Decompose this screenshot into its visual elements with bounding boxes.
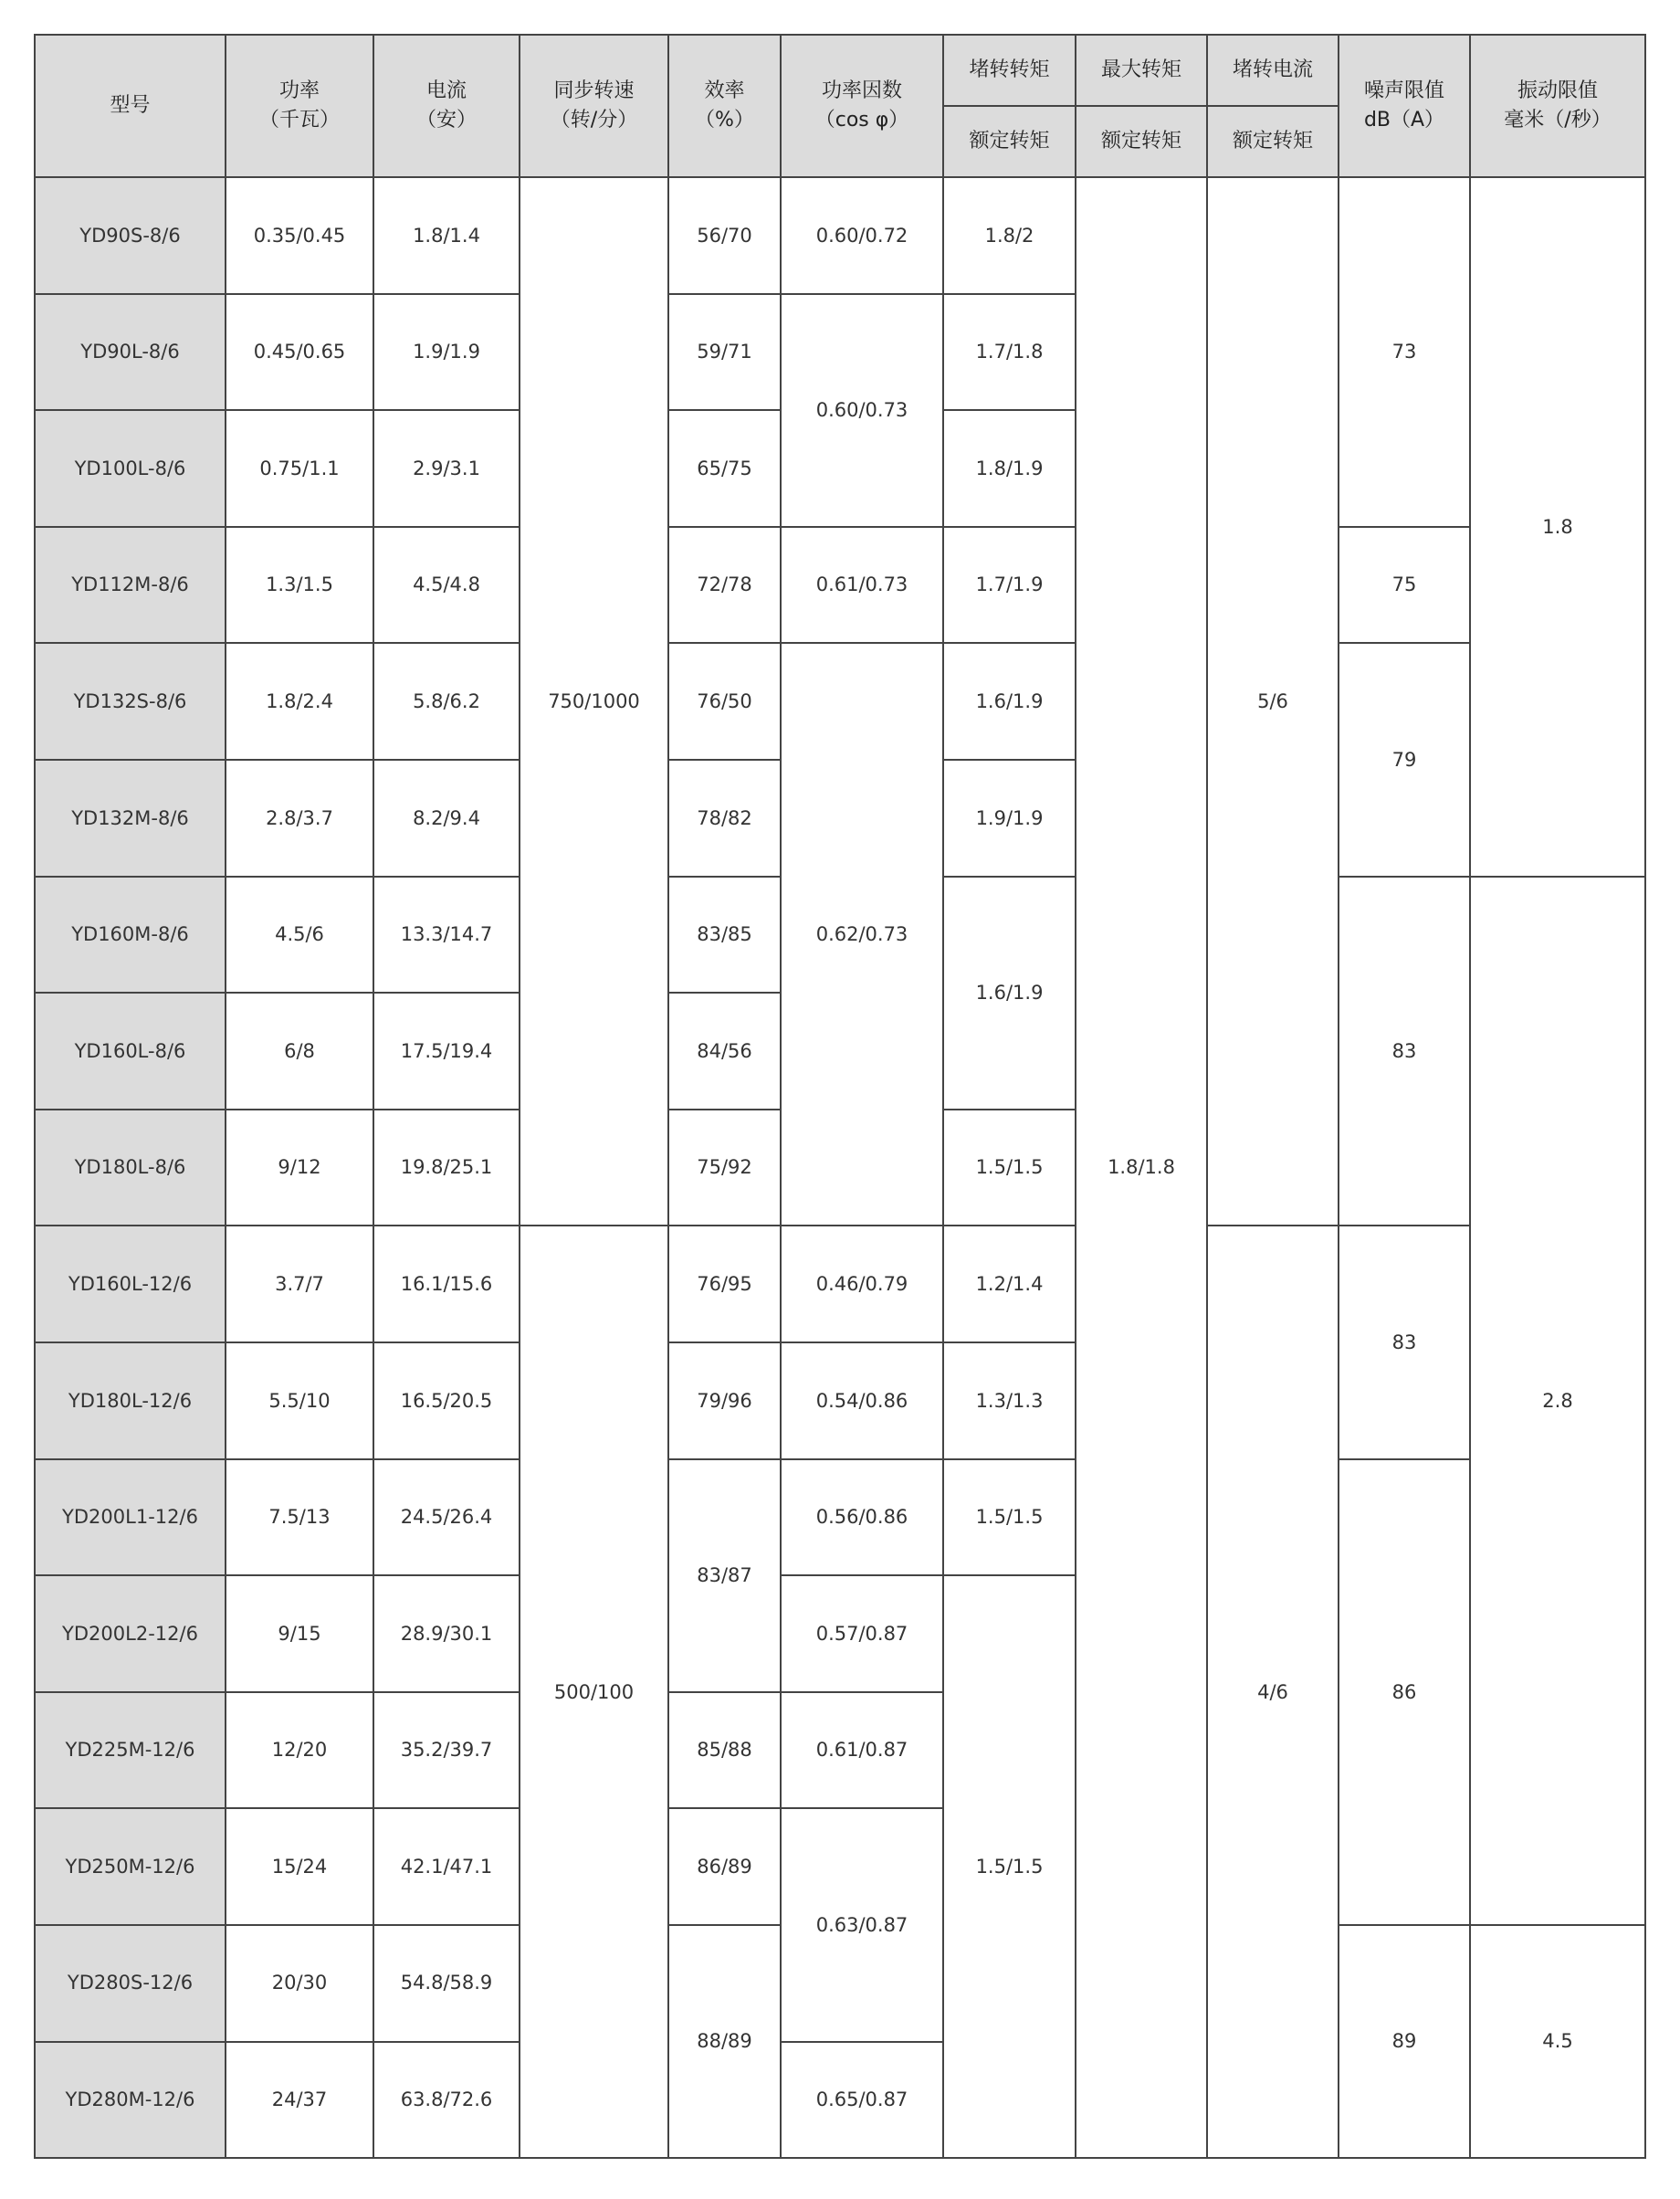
cell-power-factor: 0.65/0.87	[781, 2042, 943, 2159]
cell-noise-group: 75	[1339, 527, 1470, 644]
table-row	[35, 177, 1645, 294]
header-max-torque-bottom: 额定转矩	[1076, 106, 1207, 177]
header-model: 型号	[35, 35, 226, 177]
cell-efficiency: 75/92	[668, 1110, 781, 1226]
cell-power-factor: 0.61/0.73	[781, 527, 943, 644]
cell-power: 4.5/6	[226, 877, 373, 994]
cell-locked-torque: 1.5/1.5	[943, 1110, 1076, 1226]
cell-model: YD225M-12/6	[35, 1692, 226, 1809]
cell-model: YD112M-8/6	[35, 527, 226, 644]
cell-locked-current-group: 4/6	[1207, 1226, 1339, 2158]
cell-power-factor: 0.61/0.87	[781, 1692, 943, 1809]
cell-power: 0.75/1.1	[226, 410, 373, 527]
header-locked-torque-bottom: 额定转矩	[943, 106, 1076, 177]
cell-current: 42.1/47.1	[373, 1808, 520, 1925]
cell-efficiency: 83/85	[668, 877, 781, 994]
cell-model: YD132M-8/6	[35, 760, 226, 877]
cell-current: 1.8/1.4	[373, 177, 520, 294]
cell-current: 5.8/6.2	[373, 643, 520, 760]
header-sync-speed: 同步转速 （转/分）	[520, 35, 668, 177]
cell-model: YD132S-8/6	[35, 643, 226, 760]
cell-model: YD180L-12/6	[35, 1342, 226, 1459]
cell-current: 17.5/19.4	[373, 993, 520, 1110]
cell-power: 2.8/3.7	[226, 760, 373, 877]
cell-power: 12/20	[226, 1692, 373, 1809]
cell-efficiency: 76/50	[668, 643, 781, 760]
cell-efficiency: 84/56	[668, 993, 781, 1110]
cell-current: 4.5/4.8	[373, 527, 520, 644]
cell-efficiency: 78/82	[668, 760, 781, 877]
header-power: 功率 （千瓦）	[226, 35, 373, 177]
cell-power: 24/37	[226, 2042, 373, 2159]
cell-efficiency: 56/70	[668, 177, 781, 294]
cell-power-factor: 0.54/0.86	[781, 1342, 943, 1459]
cell-max-torque-group: 1.8/1.8	[1076, 177, 1207, 2158]
cell-current: 24.5/26.4	[373, 1459, 520, 1576]
cell-noise-group: 83	[1339, 1226, 1470, 1458]
cell-efficiency: 83/87	[668, 1459, 781, 1692]
cell-model: YD100L-8/6	[35, 410, 226, 527]
cell-locked-torque: 1.8/2	[943, 177, 1076, 294]
cell-locked-torque: 1.5/1.5	[943, 1459, 1076, 1576]
cell-power: 9/12	[226, 1110, 373, 1226]
cell-vibration-group: 1.8	[1470, 177, 1645, 877]
cell-model: YD90S-8/6	[35, 177, 226, 294]
cell-power: 3.7/7	[226, 1226, 373, 1342]
header-efficiency: 效率 （%）	[668, 35, 781, 177]
cell-vibration-group: 4.5	[1470, 1925, 1645, 2158]
cell-power-factor: 0.60/0.72	[781, 177, 943, 294]
cell-sync-speed-group: 750/1000	[520, 177, 668, 1226]
cell-efficiency: 65/75	[668, 410, 781, 527]
cell-model: YD280S-12/6	[35, 1925, 226, 2042]
table-body	[35, 177, 1645, 2158]
cell-vibration-group: 2.8	[1470, 877, 1645, 1925]
cell-model: YD90L-8/6	[35, 294, 226, 411]
header-power-factor: 功率因数 （cos φ）	[781, 35, 943, 177]
cell-locked-torque: 1.9/1.9	[943, 760, 1076, 877]
cell-current: 8.2/9.4	[373, 760, 520, 877]
cell-power: 15/24	[226, 1808, 373, 1925]
cell-power-factor: 0.62/0.73	[781, 643, 943, 1226]
cell-current: 54.8/58.9	[373, 1925, 520, 2042]
cell-power-factor: 0.56/0.86	[781, 1459, 943, 1576]
cell-power-factor: 0.46/0.79	[781, 1226, 943, 1342]
header-locked-current-bottom: 额定转矩	[1207, 106, 1339, 177]
cell-power: 9/15	[226, 1575, 373, 1692]
cell-current: 16.1/15.6	[373, 1226, 520, 1342]
header-max-torque-top: 最大转矩	[1076, 35, 1207, 106]
cell-locked-current-group: 5/6	[1207, 177, 1339, 1226]
cell-model: YD250M-12/6	[35, 1808, 226, 1925]
cell-efficiency: 59/71	[668, 294, 781, 411]
cell-current: 35.2/39.7	[373, 1692, 520, 1809]
cell-efficiency: 86/89	[668, 1808, 781, 1925]
cell-power-factor: 0.60/0.73	[781, 294, 943, 527]
cell-locked-torque: 1.6/1.9	[943, 877, 1076, 1110]
cell-efficiency: 76/95	[668, 1226, 781, 1342]
cell-power: 0.35/0.45	[226, 177, 373, 294]
cell-power: 0.45/0.65	[226, 294, 373, 411]
header-noise: 噪声限值 dB（A）	[1339, 35, 1470, 177]
cell-efficiency: 72/78	[668, 527, 781, 644]
cell-model: YD200L1-12/6	[35, 1459, 226, 1576]
table-header	[35, 35, 1645, 177]
motor-spec-table	[34, 34, 1646, 2159]
cell-current: 1.9/1.9	[373, 294, 520, 411]
cell-power: 1.8/2.4	[226, 643, 373, 760]
cell-current: 19.8/25.1	[373, 1110, 520, 1226]
cell-power: 1.3/1.5	[226, 527, 373, 644]
table-row	[35, 643, 1645, 760]
cell-model: YD200L2-12/6	[35, 1575, 226, 1692]
cell-power: 20/30	[226, 1925, 373, 2042]
table-row	[35, 1459, 1645, 1576]
header-current: 电流 （安）	[373, 35, 520, 177]
cell-noise-group: 83	[1339, 877, 1470, 1226]
cell-locked-torque: 1.6/1.9	[943, 643, 1076, 760]
cell-model: YD180L-8/6	[35, 1110, 226, 1226]
cell-current: 13.3/14.7	[373, 877, 520, 994]
cell-model: YD160L-12/6	[35, 1226, 226, 1342]
cell-power: 5.5/10	[226, 1342, 373, 1459]
cell-locked-torque: 1.5/1.5	[943, 1575, 1076, 2158]
header-vibration: 振动限值 毫米（/秒）	[1470, 35, 1645, 177]
cell-locked-torque: 1.8/1.9	[943, 410, 1076, 527]
cell-power: 7.5/13	[226, 1459, 373, 1576]
cell-current: 2.9/3.1	[373, 410, 520, 527]
cell-noise-group: 86	[1339, 1459, 1470, 1925]
cell-model: YD280M-12/6	[35, 2042, 226, 2159]
cell-locked-torque: 1.7/1.9	[943, 527, 1076, 644]
cell-power: 6/8	[226, 993, 373, 1110]
table-row	[35, 527, 1645, 644]
cell-noise-group: 89	[1339, 1925, 1470, 2158]
cell-efficiency: 88/89	[668, 1925, 781, 2158]
cell-noise-group: 73	[1339, 177, 1470, 527]
header-locked-torque-top: 堵转转矩	[943, 35, 1076, 106]
cell-power-factor: 0.63/0.87	[781, 1808, 943, 2041]
cell-locked-torque: 1.3/1.3	[943, 1342, 1076, 1459]
cell-efficiency: 79/96	[668, 1342, 781, 1459]
table-row	[35, 1226, 1645, 1342]
cell-current: 16.5/20.5	[373, 1342, 520, 1459]
cell-locked-torque: 1.7/1.8	[943, 294, 1076, 411]
cell-model: YD160L-8/6	[35, 993, 226, 1110]
cell-current: 63.8/72.6	[373, 2042, 520, 2159]
cell-current: 28.9/30.1	[373, 1575, 520, 1692]
cell-efficiency: 85/88	[668, 1692, 781, 1809]
cell-noise-group: 79	[1339, 643, 1470, 876]
cell-model: YD160M-8/6	[35, 877, 226, 994]
cell-locked-torque: 1.2/1.4	[943, 1226, 1076, 1342]
header-locked-current-top: 堵转电流	[1207, 35, 1339, 106]
cell-power-factor: 0.57/0.87	[781, 1575, 943, 1692]
cell-sync-speed-group: 500/100	[520, 1226, 668, 2158]
